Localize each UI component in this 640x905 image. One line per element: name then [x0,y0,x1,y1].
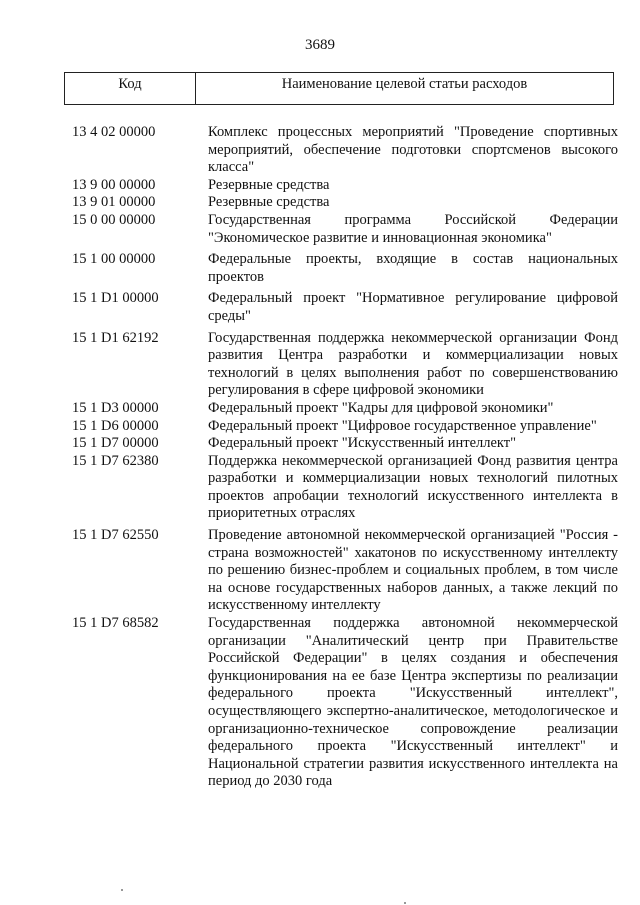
row-name: Резервные средства [208,176,330,193]
table-row [72,251,618,286]
row-code: 15 1 D7 68582 [72,615,159,632]
row-code: 13 9 01 00000 [72,194,156,211]
table-row [72,453,618,523]
row-name: Федеральные проекты, входящие в состав национальных проектов [208,251,618,285]
table-row [72,330,618,400]
row-code: 15 1 D1 00000 [72,290,159,307]
row-code: 15 1 00 00000 [72,251,156,268]
table-row [72,194,618,212]
table-row [72,527,618,615]
row-code: 15 1 D6 00000 [72,417,159,434]
row-name: Поддержка некоммерческой организацией Фонд развития центра разработки и коммерциализации новых технологий пилотных проектов апробации технологий искусственного интеллекта в приоритетных отраслях [208,452,618,522]
table-row [72,290,618,325]
row-code: 15 0 00 00000 [72,211,156,228]
row-code: 13 9 00 00000 [72,176,156,193]
row-name: Государственная поддержка некоммерческой организации Фонд развития Центра разработки и коммерциализации новых технологий в целях выполнения работ по совершенствованию регулирования в сфере цифровой экономики [208,329,618,399]
scan-speck [121,889,123,891]
row-name: Государственная программа Российской Федерации "Экономическое развитие и инновационная экономика" [208,211,618,246]
table-row [72,212,618,247]
row-name: Проведение автономной некоммерческой организацией "Россия - страна возможностей" хакатонов по искусственному интеллекту по решению бизнес-проблем и социальных проблем, в том числе на основе государственных наборов данных, а также лекций по искусственному интеллекту [208,527,618,614]
table-header [64,72,614,105]
table-row [72,177,618,195]
row-name: Федеральный проект "Нормативное регулирование цифровой среды" [208,290,618,324]
scan-speck [404,902,406,904]
row-name: Комплекс процессных мероприятий "Проведение спортивных мероприятий, обеспечение подготовки спортсменов высокого класса" [208,124,618,176]
row-code: 15 1 D1 62192 [72,329,159,346]
row-code: 15 1 D7 62380 [72,452,159,469]
table-row [72,435,618,453]
table-row [72,418,618,436]
row-name: Федеральный проект "Цифровое государственное управление" [208,417,597,434]
row-name: Государственная поддержка автономной некоммерческой организации "Аналитический центр при Правительстве Российской Федерации" в целях создания и обеспечения функционирования на ее базе Центра экспертизы по реализации федерального проекта "Искусственный интеллект", осуществляющего экспертно-аналитическое, методологическое и организационно-техническое сопровождение реализации федерального проекта "Искусственный интеллект" и Национальной стратегии развития искусственного интеллекта на период до 2030 года [208,615,618,790]
table-row [72,400,618,418]
row-code: 15 1 D7 00000 [72,435,159,452]
table-row [72,124,618,177]
page-number: 3689 [305,37,335,53]
row-code: 15 1 D7 62550 [72,527,159,544]
row-code: 13 4 02 00000 [72,124,156,140]
table-body [72,124,618,791]
table-row [72,615,618,791]
column-header-name: Наименование целевой статьи расходов [281,76,528,92]
row-name: Федеральный проект "Искусственный интеллект" [208,435,517,452]
column-header-code: Код [65,73,196,104]
row-name: Федеральный проект "Кадры для цифровой экономики" [208,399,554,416]
row-code: 15 1 D3 00000 [72,399,159,416]
row-name: Резервные средства [208,194,330,211]
